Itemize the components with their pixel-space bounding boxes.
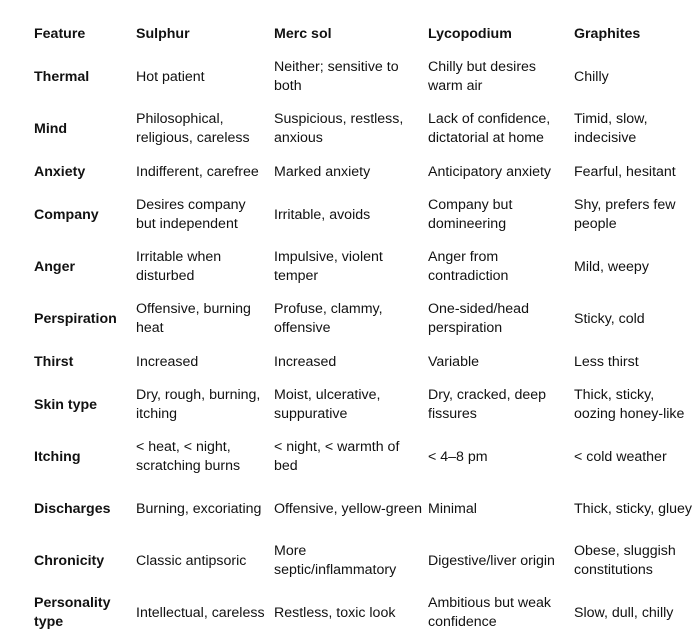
feature-cell: Anger bbox=[34, 258, 75, 275]
lycopodium-cell: Minimal bbox=[428, 500, 477, 517]
table-row bbox=[29, 241, 693, 293]
table-row bbox=[29, 535, 693, 587]
graphites-cell: Shy, prefers few people bbox=[574, 197, 676, 232]
merc-sol-cell: Restless, toxic look bbox=[274, 604, 396, 621]
table-row bbox=[29, 189, 693, 241]
graphites-cell: Thick, sticky, gluey bbox=[574, 500, 692, 517]
sulphur-cell: Increased bbox=[136, 353, 199, 370]
column-header-lycopodium: Lycopodium bbox=[428, 25, 512, 42]
merc-sol-cell: Suspicious, restless, anxious bbox=[274, 111, 404, 146]
feature-cell: Itching bbox=[34, 448, 81, 465]
lycopodium-cell: Company but domineering bbox=[428, 197, 513, 232]
merc-sol-cell: < night, < warmth of bed bbox=[274, 439, 400, 474]
table-row bbox=[29, 431, 693, 483]
merc-sol-cell: Irritable, avoids bbox=[274, 206, 371, 223]
merc-sol-cell: Moist, ulcerative, suppurative bbox=[274, 387, 381, 422]
sulphur-cell: Desires company but independent bbox=[136, 197, 246, 232]
merc-sol-cell: Increased bbox=[274, 353, 337, 370]
feature-cell: Personality type bbox=[34, 595, 111, 630]
lycopodium-cell: Ambitious but weak confidence bbox=[428, 595, 552, 630]
lycopodium-cell: < 4–8 pm bbox=[428, 448, 488, 465]
column-header-merc-sol: Merc sol bbox=[274, 25, 332, 42]
sulphur-cell: Classic antipsoric bbox=[136, 552, 247, 569]
column-header-sulphur: Sulphur bbox=[136, 25, 190, 42]
lycopodium-cell: One-sided/head perspiration bbox=[428, 301, 529, 336]
graphites-cell: Mild, weepy bbox=[574, 258, 649, 275]
lycopodium-cell: Dry, cracked, deep fissures bbox=[428, 387, 547, 422]
sulphur-cell: < heat, < night, scratching burns bbox=[136, 439, 241, 474]
feature-cell: Company bbox=[34, 206, 99, 223]
remedy-comparison-table bbox=[29, 17, 693, 639]
merc-sol-cell: Marked anxiety bbox=[274, 163, 371, 180]
sulphur-cell: Burning, excoriating bbox=[136, 500, 262, 517]
lycopodium-cell: Anger from contradiction bbox=[428, 249, 509, 284]
table-row bbox=[29, 293, 693, 345]
table-row bbox=[29, 587, 693, 639]
table-row bbox=[29, 51, 693, 103]
lycopodium-cell: Digestive/liver origin bbox=[428, 552, 555, 569]
feature-cell: Chronicity bbox=[34, 552, 105, 569]
graphites-cell: Slow, dull, chilly bbox=[574, 604, 674, 621]
merc-sol-cell: Profuse, clammy, offensive bbox=[274, 301, 383, 336]
merc-sol-cell: Neither; sensitive to both bbox=[274, 59, 399, 94]
table-row bbox=[29, 103, 693, 155]
feature-cell: Thirst bbox=[34, 353, 74, 370]
sulphur-cell: Hot patient bbox=[136, 68, 205, 85]
graphites-cell: Sticky, cold bbox=[574, 310, 645, 327]
sulphur-cell: Offensive, burning heat bbox=[136, 301, 251, 336]
sulphur-cell: Dry, rough, burning, itching bbox=[136, 387, 261, 422]
graphites-cell: Thick, sticky, oozing honey-like bbox=[574, 387, 685, 422]
merc-sol-cell: More septic/inflammatory bbox=[274, 543, 397, 578]
lycopodium-cell: Anticipatory anxiety bbox=[428, 163, 552, 180]
feature-cell: Thermal bbox=[34, 68, 90, 85]
feature-cell: Mind bbox=[34, 120, 68, 137]
sulphur-cell: Irritable when disturbed bbox=[136, 249, 222, 284]
table-row bbox=[29, 483, 693, 535]
feature-cell: Perspiration bbox=[34, 310, 117, 327]
table-header bbox=[29, 17, 693, 51]
table-row bbox=[29, 345, 693, 379]
merc-sol-cell: Offensive, yellow-green bbox=[274, 500, 422, 517]
lycopodium-cell: Chilly but desires warm air bbox=[428, 59, 537, 94]
feature-cell: Skin type bbox=[34, 396, 98, 413]
table-row bbox=[29, 379, 693, 431]
graphites-cell: Fearful, hesitant bbox=[574, 163, 676, 180]
feature-cell: Discharges bbox=[34, 500, 111, 517]
table-body bbox=[29, 51, 693, 639]
table-row bbox=[29, 155, 693, 189]
lycopodium-cell: Variable bbox=[428, 353, 479, 370]
column-header-feature: Feature bbox=[34, 25, 86, 42]
graphites-cell: Chilly bbox=[574, 68, 609, 85]
lycopodium-cell: Lack of confidence, dictatorial at home bbox=[428, 111, 551, 146]
column-header-graphites: Graphites bbox=[574, 25, 641, 42]
graphites-cell: Less thirst bbox=[574, 353, 639, 370]
graphites-cell: Timid, slow, indecisive bbox=[574, 111, 648, 146]
graphites-cell: Obese, sluggish constitutions bbox=[574, 543, 676, 578]
sulphur-cell: Indifferent, carefree bbox=[136, 163, 259, 180]
sulphur-cell: Philosophical, religious, careless bbox=[136, 111, 250, 146]
graphites-cell: < cold weather bbox=[574, 448, 667, 465]
sulphur-cell: Intellectual, careless bbox=[136, 604, 265, 621]
header-row bbox=[29, 17, 693, 51]
merc-sol-cell: Impulsive, violent temper bbox=[274, 249, 383, 284]
feature-cell: Anxiety bbox=[34, 163, 86, 180]
